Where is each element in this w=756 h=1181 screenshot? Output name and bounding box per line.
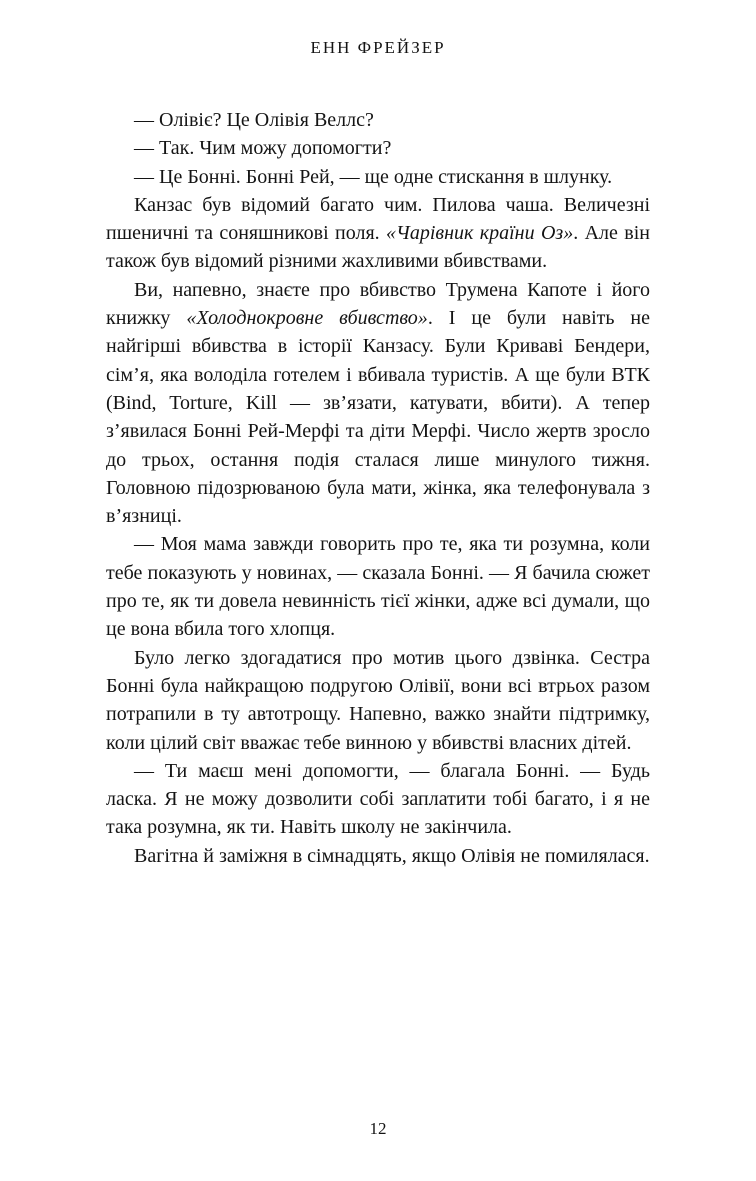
text-segment: Було легко здогадатися про мотив цього дзвінка. Сестра Бонні була найкращою подругою Олівії, вони всі втрьох разом потрапили в ту автотрощу. Напевно, важко знайти підтримку, коли цілий світ вважає тебе винною у вбивстві власних дітей. [106,646,650,754]
text-segment: — Ти маєш мені допомогти, — благала Бонні. — Будь ласка. Я не можу дозволити собі заплатити тобі багато, і я не така розумна, як ти. Навіть школу не закінчила. [106,759,650,839]
paragraph [106,191,650,276]
text-segment: . Але він також був відомий різними жахливими вбивствами. [106,222,650,273]
body-text [106,106,650,870]
paragraph [106,134,650,162]
paragraph [106,106,650,134]
text-segment: Канзас був відомий багато чим. Пилова чаша. Величезні пшеничні та соняшникові поля. [106,193,650,245]
text-segment: — Так. Чим можу допомогти? [134,137,392,160]
text-segment: — Моя мама завжди говорить про те, яка ти розумна, коли тебе показують у новинах, — сказала Бонні. — Я бачила сюжет про те, як ти довела невинність тієї жінки, адже всі думали, що це вона вбила того хлопця. [106,533,650,641]
italic-text-segment: «Холоднокровне вбивство» [186,307,428,330]
text-segment: — Це Бонні. Бонні Рей, — ще одне стискання в шлунку. [134,165,613,188]
paragraph [106,644,650,757]
text-segment: Ви, напевно, знаєте про вбивство Трумена Капоте і його книжку [106,278,650,330]
text-segment: Вагітна й заміжня в сімнадцять, якщо Олівія не помилялася. [134,844,650,867]
paragraph [106,757,650,842]
paragraph [106,276,650,531]
paragraph [106,163,650,191]
text-segment: — Олівіє? Це Олівія Веллс? [134,109,374,131]
paragraph [106,530,650,643]
running-header: ЕНН ФРЕЙЗЕР [310,38,446,57]
page-number: 12 [369,1119,387,1138]
text-segment: . І це були навіть не найгірші вбивства в історії Канзасу. Були Криваві Бендери, сім’я, яка володіла готелем і вбивала туристів. А ще були ВТК (Bind, Torture, Kill — зв’язати, катувати, вбити). А тепер з’явилася Бонні Рей-Мерфі та діти Мерфі. Число жертв зросло до трьох, остання подія сталася лише минулого тижня. Головною підозрюваною була мати, жінка, яка телефонувала з в’язниці. [106,307,651,528]
italic-text-segment: «Чарівник країни Оз» [386,222,574,245]
paragraph [106,842,650,870]
